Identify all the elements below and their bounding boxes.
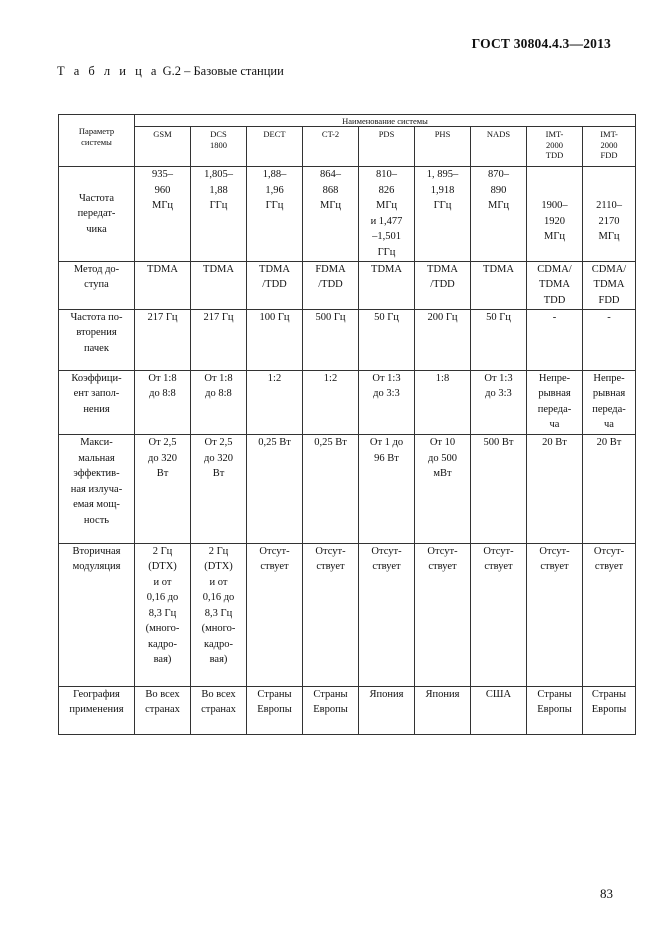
table-caption-separator: –: [184, 64, 191, 78]
table-row: [59, 435, 636, 544]
table-cell: TDMA: [471, 261, 527, 309]
table-cell: Отсут- ствует: [583, 543, 636, 686]
param-column-header: Параметр системы: [59, 115, 135, 167]
table-cell: Непре- рывная переда- ча: [527, 370, 583, 434]
table-caption-title: Базовые станции: [193, 64, 284, 78]
system-header-dect: DECT: [247, 127, 303, 167]
table-cell: 217 Гц: [135, 309, 191, 370]
table-cell: Япония: [359, 686, 415, 734]
table-cell: CDMA/ TDMA FDD: [583, 261, 636, 309]
table-row: [59, 309, 636, 370]
table-cell: От 1:3 до 3:3: [359, 370, 415, 434]
page-number: 83: [600, 886, 613, 901]
table-cell: От 1:8 до 8:8: [135, 370, 191, 434]
table-cell: 2110– 2170 МГц: [583, 167, 636, 262]
param-label: Метод до- ступа: [59, 261, 135, 309]
table-cell: От 2,5 до 320 Вт: [135, 435, 191, 544]
table-cell: Отсут- ствует: [247, 543, 303, 686]
table-cell: Страны Европы: [583, 686, 636, 734]
table-cell: TDMA: [359, 261, 415, 309]
table-cell: 2 Гц (DTX) и от 0,16 до 8,3 Гц (много- кадро- вая): [191, 543, 247, 686]
table-cell: 200 Гц: [415, 309, 471, 370]
standard-designation: ГОСТ 30804.4.3—2013: [471, 36, 611, 51]
param-label: Частота передат- чика: [59, 167, 135, 262]
table-row: [59, 686, 636, 734]
systems-group-header: Наименование системы: [135, 115, 636, 127]
table-cell: TDMA /TDD: [415, 261, 471, 309]
table-caption-number: G.2: [162, 64, 181, 78]
table-cell: TDMA: [135, 261, 191, 309]
table-cell: 0,25 Вт: [247, 435, 303, 544]
table-cell: США: [471, 686, 527, 734]
base-stations-table: [58, 114, 636, 735]
table-cell: 1:8: [415, 370, 471, 434]
table-cell: -: [527, 309, 583, 370]
table-caption: [57, 64, 284, 79]
system-header-imt2000-tdd: IMT- 2000 TDD: [527, 127, 583, 167]
table-cell: CDMA/ TDMA TDD: [527, 261, 583, 309]
table-cell: От 2,5 до 320 Вт: [191, 435, 247, 544]
table-cell: Отсут- ствует: [415, 543, 471, 686]
param-label: Вторичная модуляция: [59, 543, 135, 686]
table-cell: 935– 960 МГц: [135, 167, 191, 262]
system-header-nads: NADS: [471, 127, 527, 167]
system-header-dcs1800: DCS 1800: [191, 127, 247, 167]
param-label: Коэффици- ент запол- нения: [59, 370, 135, 434]
table-cell: 864– 868 МГц: [303, 167, 359, 262]
param-label: География применения: [59, 686, 135, 734]
table-cell: Страны Европы: [247, 686, 303, 734]
table-cell: 1, 895– 1,918 ГГц: [415, 167, 471, 262]
table-cell: Непре- рывная переда- ча: [583, 370, 636, 434]
table-cell: 870– 890 МГц: [471, 167, 527, 262]
table-cell: 2 Гц (DTX) и от 0,16 до 8,3 Гц (много- кадро- вая): [135, 543, 191, 686]
table-cell: Отсут- ствует: [471, 543, 527, 686]
table-row: [59, 261, 636, 309]
system-header-ct2: CT-2: [303, 127, 359, 167]
table-cell: 1,805– 1,88 ГГц: [191, 167, 247, 262]
table-cell: От 10 до 500 мВт: [415, 435, 471, 544]
table-cell: 1900– 1920 МГц: [527, 167, 583, 262]
table-cell: Страны Европы: [527, 686, 583, 734]
table-cell: TDMA: [191, 261, 247, 309]
table-cell: 0,25 Вт: [303, 435, 359, 544]
system-header-pds: PDS: [359, 127, 415, 167]
table-cell: Отсут- ствует: [527, 543, 583, 686]
table-cell: Во всех странах: [135, 686, 191, 734]
table-cell: От 1:3 до 3:3: [471, 370, 527, 434]
table-cell: -: [583, 309, 636, 370]
table-row: [59, 543, 636, 686]
table-cell: 1:2: [303, 370, 359, 434]
table-caption-prefix: Т а б л и ц а: [57, 64, 160, 78]
table-cell: Отсут- ствует: [303, 543, 359, 686]
table-cell: Страны Европы: [303, 686, 359, 734]
table-cell: Отсут- ствует: [359, 543, 415, 686]
table-cell: 100 Гц: [247, 309, 303, 370]
table-cell: 1:2: [247, 370, 303, 434]
table-cell: 50 Гц: [359, 309, 415, 370]
table-cell: 20 Вт: [583, 435, 636, 544]
system-header-phs: PHS: [415, 127, 471, 167]
table-cell: 1,88– 1,96 ГГц: [247, 167, 303, 262]
system-header-imt2000-fdd: IMT- 2000 FDD: [583, 127, 636, 167]
table-cell: 50 Гц: [471, 309, 527, 370]
table-cell: 500 Гц: [303, 309, 359, 370]
table-cell: FDMA /TDD: [303, 261, 359, 309]
table-cell: 810– 826 МГц и 1,477 –1,501 ГГц: [359, 167, 415, 262]
table-row: [59, 167, 636, 262]
table-cell: 20 Вт: [527, 435, 583, 544]
table-cell: Во всех странах: [191, 686, 247, 734]
table-cell: Япония: [415, 686, 471, 734]
system-header-gsm: GSM: [135, 127, 191, 167]
table-cell: 500 Вт: [471, 435, 527, 544]
param-label: Частота по- вторения пачек: [59, 309, 135, 370]
param-label: Макси- мальная эффектив- ная излуча- емая мощ- ность: [59, 435, 135, 544]
table-cell: От 1:8 до 8:8: [191, 370, 247, 434]
table-cell: От 1 до 96 Вт: [359, 435, 415, 544]
table-row: [59, 370, 636, 434]
table-cell: TDMA /TDD: [247, 261, 303, 309]
table-cell: 217 Гц: [191, 309, 247, 370]
